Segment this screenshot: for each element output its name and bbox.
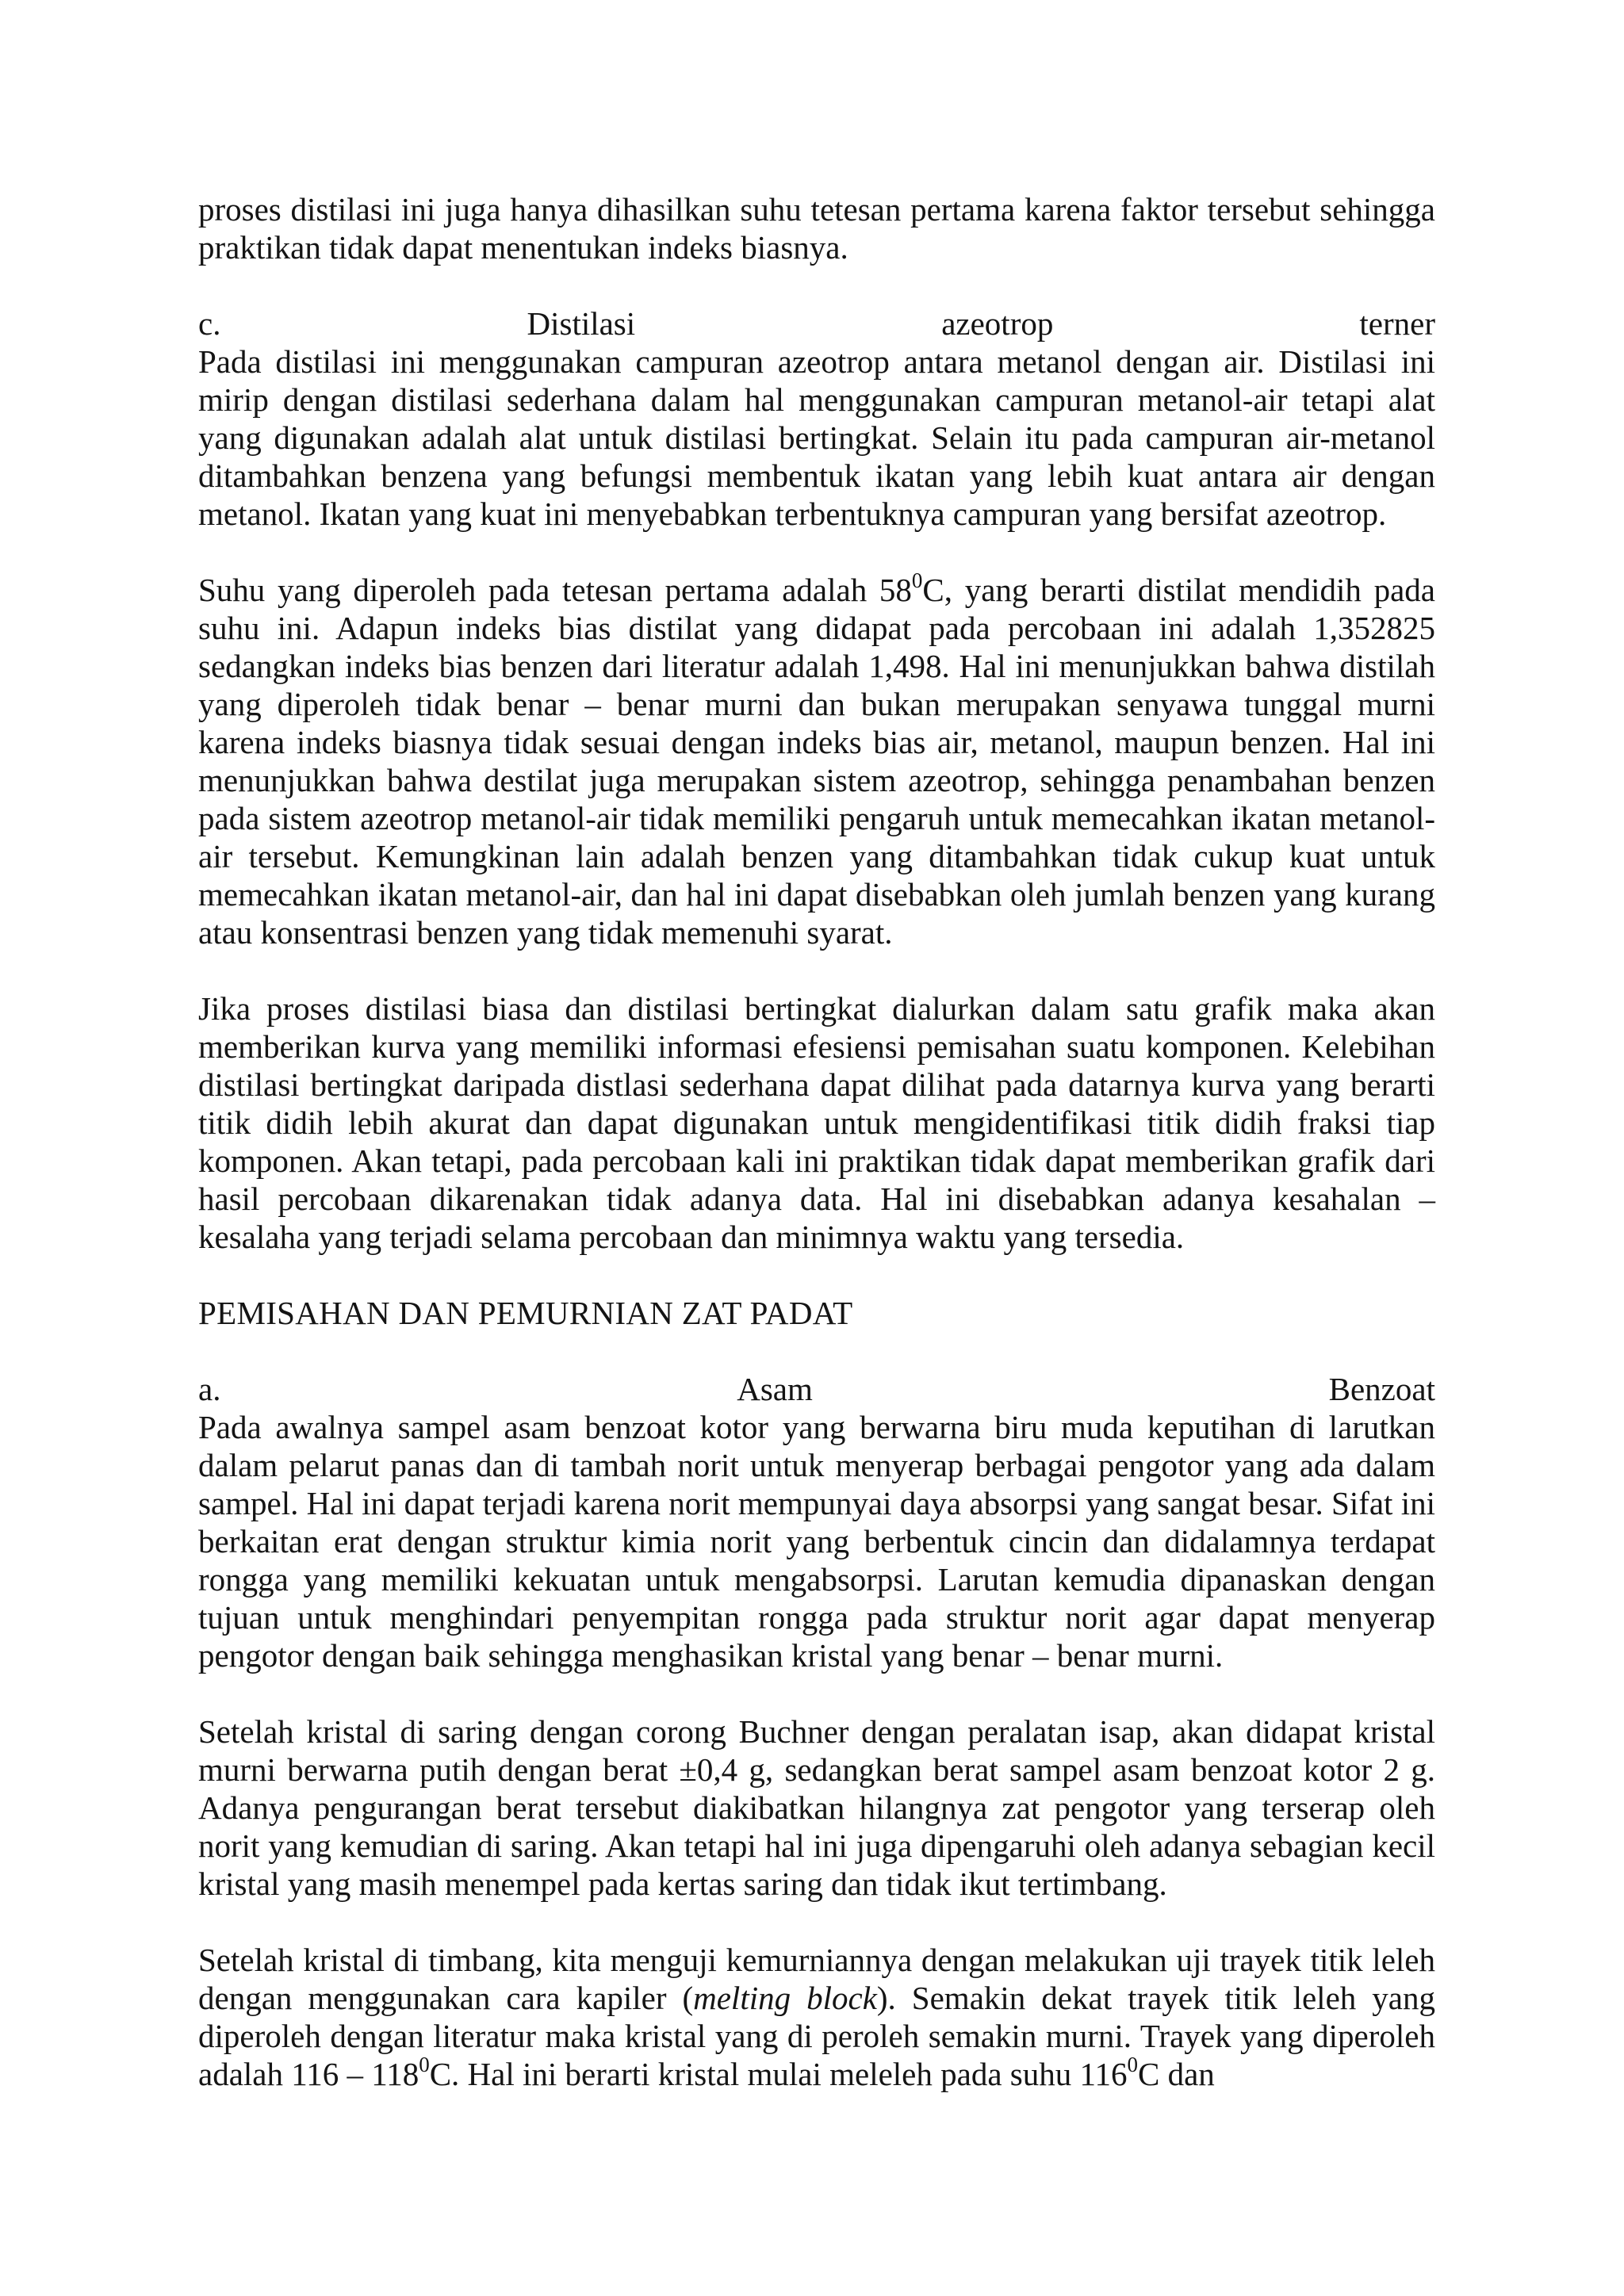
spacer — [198, 533, 1435, 571]
section-a-paragraph-1: Pada awalnya sampel asam benzoat kotor yang berwarna biru muda keputihan di larutkan dalam pelarut panas dan di tambah norit untuk menyerap berbagai pengotor yang ada dalam sampel. Hal ini dapat terjadi karena norit mempunyai daya absorpsi yang sangat besar. Sifat ini berkaitan erat dengan struktur kimia norit yang berbentuk cincin dan didalamnya terdapat rongga yang memiliki kekuatan untuk mengabsorpsi. Larutan kemudia dipanaskan dengan tujuan untuk menghindari penyempitan rongga pada struktur norit agar dapat menyerap pengotor dengan baik sehingga menghasikan kristal yang benar – benar murni. — [198, 1409, 1435, 1674]
section-heading: PEMISAHAN DAN PEMURNIAN ZAT PADAT — [198, 1295, 853, 1331]
section-c-paragraph-2 — [198, 568, 1436, 951]
spacer — [198, 1903, 1435, 1941]
text-run: Setelah kristal di timbang, kita menguji kemurniannya dengan melakukan uji trayek titik leleh dengan menggunakan cara kapiler ( — [198, 1942, 1435, 2016]
spacer — [198, 951, 1435, 989]
section-a-word-2: Benzoat — [1328, 1371, 1435, 1407]
intro-paragraph: proses distilasi ini juga hanya dihasilkan suhu tetesan pertama karena faktor tersebut sehingga praktikan tidak dapat menentukan indeks biasnya. — [198, 191, 1435, 266]
superscript: 0 — [1127, 2053, 1138, 2077]
section-c-word-3: terner — [1359, 305, 1435, 342]
section-c-paragraph-3: Jika proses distilasi biasa dan distilasi bertingkat dialurkan dalam satu grafik maka akan memberikan kurva yang memiliki informasi efesiensi pemisahan suatu komponen. Kelebihan distilasi bertingkat daripada distlasi sederhana dapat dilihat pada datarnya kurva yang berarti titik didih lebih akurat dan dapat digunakan untuk mengidentifikasi titik didih fraksi tiap komponen. Akan tetapi, pada percobaan kali ini praktikan tidak dapat memberikan grafik dari hasil percobaan dikarenakan tidak adanya data. Hal ini disebabkan adanya kesahalan – kesalaha yang terjadi selama percobaan dan minimnya waktu yang tersedia. — [198, 990, 1435, 1255]
section-c-paragraph-1: Pada distilasi ini menggunakan campuran azeotrop antara metanol dengan air. Distilasi ini mirip dengan distilasi sederhana dalam hal menggunakan campuran metanol-air tetapi alat yang digunakan adalah alat untuk distilasi bertingkat. Selain itu pada campuran air-metanol ditambahkan benzena yang befungsi membentuk ikatan yang lebih kuat antara air dengan metanol. Ikatan yang kuat ini menyebabkan terbentuknya campuran yang bersifat azeotrop. — [198, 343, 1435, 532]
document-page — [198, 190, 1435, 2093]
spacer — [198, 1332, 1435, 1370]
superscript: 0 — [419, 2053, 430, 2077]
emphasis-text: melting block — [693, 1980, 877, 2016]
spacer — [198, 266, 1435, 304]
text-run: C dan — [1137, 2056, 1215, 2092]
section-a-word-1: Asam — [737, 1371, 813, 1407]
section-c-label: c. — [198, 305, 221, 342]
section-c-word-1: Distilasi — [527, 305, 636, 342]
section-c-word-2: azeotrop — [941, 305, 1054, 342]
text-run: Suhu yang diperoleh pada tetesan pertama adalah 58 — [198, 572, 912, 608]
section-c-title — [198, 304, 1435, 342]
section-a-paragraph-2: Setelah kristal di saring dengan corong Buchner dengan peralatan isap, akan didapat kristal murni berwarna putih dengan berat ±0,4 g, sedangkan berat sampel asam benzoat kotor 2 g. Adanya pengurangan berat tersebut diakibatkan hilangnya zat pengotor yang terserap oleh norit yang kemudian di saring. Akan tetapi hal ini juga dipengaruhi oleh adanya sebagian kecil kristal yang masih menempel pada kertas saring dan tidak ikut tertimbang. — [198, 1713, 1435, 1902]
text-run: ). Semakin dekat trayek titik leleh yang diperoleh dengan literatur maka kristal yang di peroleh semakin murni. Trayek yang diperoleh adalah 116 – 118 — [198, 1980, 1435, 2092]
text-run: C, yang berarti distilat mendidih pada suhu ini. Adapun indeks bias distilat yang didapat pada percobaan ini adalah 1,352825 sedangkan indeks bias benzen dari literatur adalah 1,498. Hal ini menunjukkan bahwa distilah yang diperoleh tidak benar – benar murni dan bukan merupakan senyawa tunggal murni karena indeks biasnya tidak sesuai dengan indeks bias air, metanol, maupun benzen. Hal ini menunjukkan bahwa destilat juga merupakan sistem azeotrop, sehingga penambahan benzen pada sistem azeotrop metanol-air tidak memiliki pengaruh untuk memecahkan ikatan metanol-air tersebut. Kemungkinan lain adalah benzen yang ditambahkan tidak cukup kuat untuk memecahkan ikatan metanol-air, dan hal ini dapat disebabkan oleh jumlah benzen yang kurang atau konsentrasi benzen yang tidak memenuhi syarat. — [198, 572, 1436, 951]
spacer — [198, 1674, 1435, 1712]
section-a-paragraph-3 — [198, 1941, 1435, 2093]
spacer — [198, 1256, 1435, 1294]
text-run: C. Hal ini berarti kristal mulai meleleh pada suhu 116 — [429, 2056, 1128, 2092]
superscript: 0 — [911, 568, 923, 593]
section-a-label: a. — [198, 1371, 221, 1407]
section-a-title — [198, 1370, 1435, 1408]
